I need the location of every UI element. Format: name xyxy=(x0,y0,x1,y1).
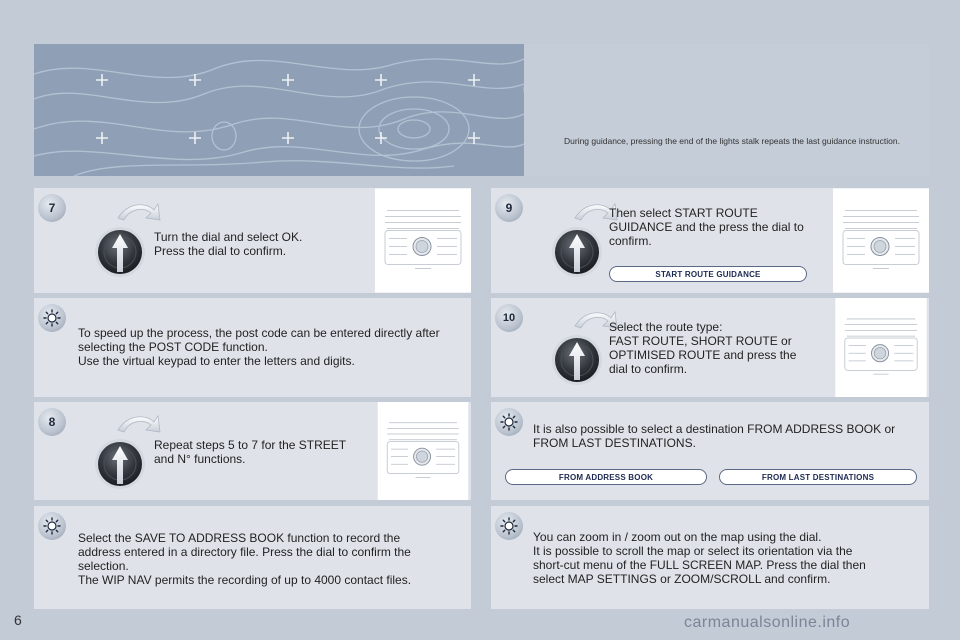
step-10-panel xyxy=(491,298,929,397)
tip-badge xyxy=(38,304,66,332)
step-number-badge: 9 xyxy=(495,194,523,222)
step-number-badge: 8 xyxy=(38,408,66,436)
tip-badge xyxy=(495,512,523,540)
step-number-badge: 7 xyxy=(38,194,66,222)
zoom-tip-text: You can zoom in / zoom out on the map using the dial. It is possible to scroll the map or select its orientation via the short-cut menu of the FULL SCREEN MAP. Press the dial then select MAP SETTINGS or ZOOM/SCROLL and confirm. xyxy=(533,530,866,586)
tip-badge xyxy=(38,512,66,540)
radio-unit-icon xyxy=(833,298,929,397)
from-last-destinations-button[interactable]: FROM LAST DESTINATIONS xyxy=(719,469,917,485)
step-7-panel xyxy=(34,188,471,293)
zoom-tip-panel xyxy=(491,506,929,609)
destination-tip-panel xyxy=(491,402,929,500)
lightbulb-icon xyxy=(499,412,519,432)
lightbulb-icon xyxy=(42,308,62,328)
step-number-badge: 10 xyxy=(495,304,523,332)
from-address-book-button[interactable]: FROM ADDRESS BOOK xyxy=(505,469,707,485)
lightbulb-icon xyxy=(499,516,519,536)
step-8-panel xyxy=(34,402,471,500)
destination-tip-text: It is also possible to select a destination FROM ADDRESS BOOK or FROM LAST DESTINATIONS. xyxy=(533,422,896,450)
map-banner xyxy=(34,44,929,176)
banner-note-box xyxy=(524,44,929,176)
radio-unit-icon xyxy=(375,402,471,500)
start-route-guidance-button[interactable]: START ROUTE GUIDANCE xyxy=(609,266,807,282)
save-tip-text: Select the SAVE TO ADDRESS BOOK function to record the address entered in a directory file. Press the dial to confirm the selection. The WIP NAV permits the recording of up to 4000 contact files. xyxy=(78,531,412,587)
postcode-tip-panel xyxy=(34,298,471,397)
page-number: 6 xyxy=(14,612,22,628)
step-instruction: Select the route type: FAST ROUTE, SHORT ROUTE or OPTIMISED ROUTE and press the dial to confirm. xyxy=(609,320,797,376)
step-9-panel xyxy=(491,188,929,293)
lightbulb-icon xyxy=(42,516,62,536)
step-instruction: Turn the dial and select OK. Press the dial to confirm. xyxy=(154,230,303,258)
step-instruction: Repeat steps 5 to 7 for the STREET and N° functions. xyxy=(154,438,347,466)
save-tip-panel xyxy=(34,506,471,609)
watermark: carmanualsonline.info xyxy=(684,614,851,631)
rotary-dial-icon xyxy=(84,408,164,498)
radio-unit-icon xyxy=(375,188,471,293)
step-instruction: Then select START ROUTE GUIDANCE and the press the dial to confirm. xyxy=(609,206,804,248)
postcode-tip-text: To speed up the process, the post code can be entered directly after selecting the POST CODE function. Use the virtual keypad to enter the letters and digits. xyxy=(78,326,440,368)
tip-badge xyxy=(495,408,523,436)
guidance-note: During guidance, pressing the end of the lights stalk repeats the last guidance instruction. xyxy=(564,136,900,146)
rotary-dial-icon xyxy=(84,196,164,286)
radio-unit-icon xyxy=(833,188,929,293)
